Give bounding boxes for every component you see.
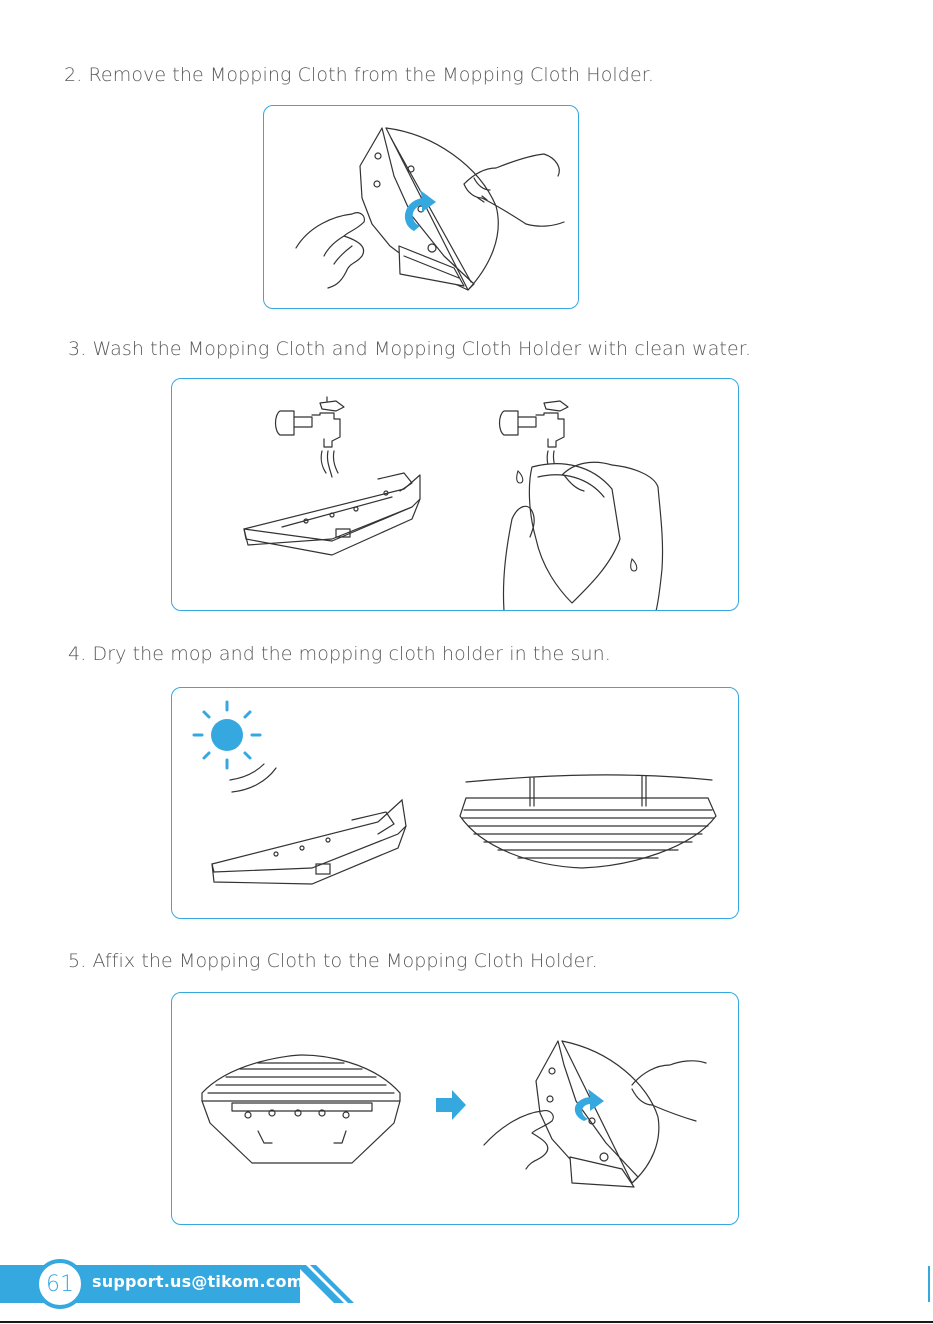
step-4-illustration-panel	[171, 687, 739, 919]
wash-illustration	[172, 379, 739, 611]
remove-cloth-illustration	[264, 106, 579, 309]
step-2-title: 2. Remove the Mopping Cloth from the Mopping Cloth Holder.	[64, 64, 655, 86]
sun-icon	[194, 702, 260, 768]
right-arrow-icon	[436, 1090, 466, 1120]
support-email-link[interactable]: support.us@tikom.com	[92, 1272, 304, 1291]
step-4-title: 4. Dry the mop and the mopping cloth holder in the sun.	[68, 643, 611, 665]
step-5-illustration-panel	[171, 992, 739, 1225]
footer-divider	[0, 1321, 933, 1323]
faucet-icon	[500, 401, 569, 447]
right-edge-marker	[928, 1266, 930, 1302]
faucet-icon	[276, 397, 345, 447]
water-drop-icon	[517, 471, 523, 483]
affix-illustration	[172, 993, 739, 1225]
water-drop-icon	[631, 559, 637, 571]
footer-stripes	[296, 1265, 376, 1305]
dry-illustration	[172, 688, 739, 919]
page-number: 61	[35, 1259, 85, 1309]
step-5-title: 5. Affix the Mopping Cloth to the Mopping Cloth Holder.	[68, 950, 598, 972]
step-3-illustration-panel	[171, 378, 739, 611]
step-2-illustration-panel	[263, 105, 579, 309]
step-3-title: 3. Wash the Mopping Cloth and Mopping Cloth Holder with clean water.	[68, 338, 752, 360]
